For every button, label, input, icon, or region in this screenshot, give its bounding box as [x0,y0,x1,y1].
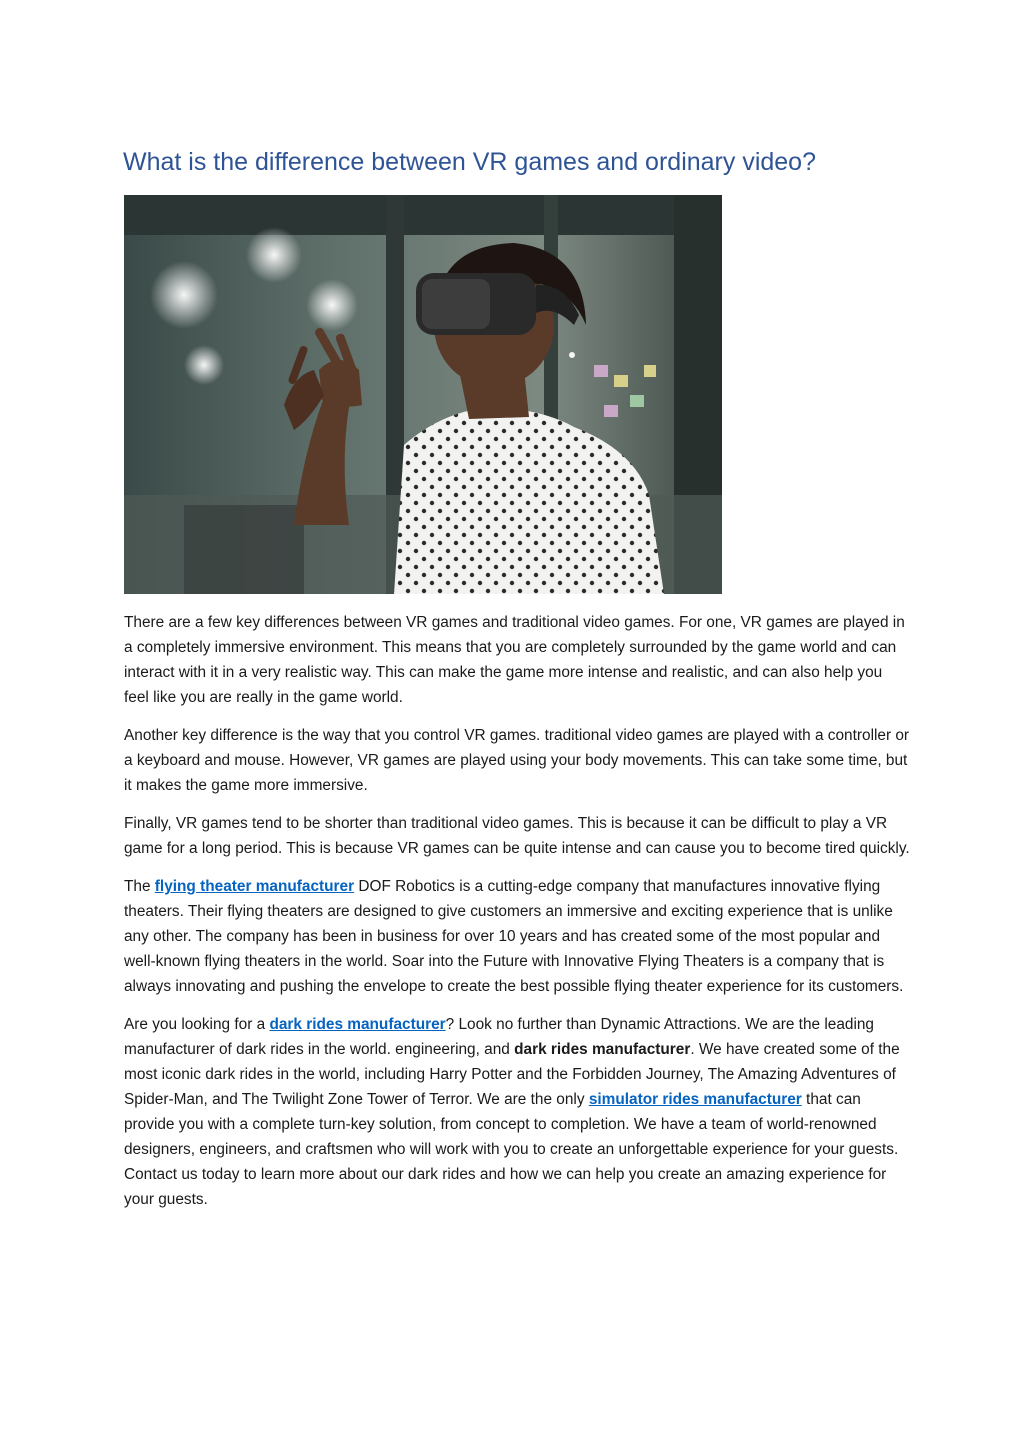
paragraph-1: There are a few key differences between VR games and traditional video games. For one, VR games are played in a completely immersive environment. This means that you are completely surrounded by the game world and can interact with it in a very realistic way. This can make the game more intense and realistic, and can also help you feel like you are really in the game world. [124,614,905,706]
article-body [124,610,910,1225]
dark-rides-manufacturer-bold: dark rides manufacturer [514,1041,691,1058]
paragraph-2: Another key difference is the way that you control VR games. traditional video games are played with a controller or a keyboard and mouse. However, VR games are played using your body movements. This can take some time, but it makes the game more immersive. [124,727,910,794]
paragraph-5-text-1: ? Look no further than Dynamic Attractions. We are the leading manufacturer of dark rides in the world. engineering, and [124,1016,874,1058]
simulator-rides-manufacturer-link[interactable]: simulator rides manufacturer [588,1091,802,1108]
dark-rides-manufacturer-link[interactable]: dark rides manufacturer [269,1016,446,1033]
paragraph-5-text-2: . We have created some of the most iconic dark rides in the world, including Harry Potter and the Forbidden Journey, The Amazing Adventures of Spider-Man, and The Twilight Zone Tower of Terror. We are the only [124,1041,900,1108]
paragraph-5-lead: Are you looking for a [124,1016,270,1033]
paragraph-5-text-3: that can provide you with a complete turn-key solution, from concept to completion. We have a team of world-renowned designers, engineers, and craftsmen who will work with you to create an unforgettable experience for your guests. Contact us today to learn more about our dark rides and how we can help you create an amazing experience for your guests. [124,1091,899,1208]
paragraph-3: Finally, VR games tend to be shorter than traditional video games. This is because it can be difficult to play a VR game for a long period. This is because VR games can be quite intense and can cause you to become tired quickly. [124,815,910,857]
paragraph-4 [124,874,910,999]
paragraph-4-text: DOF Robotics is a cutting-edge company that manufactures innovative flying theaters. Their flying theaters are designed to give customers an immersive and exciting experience that is unlike any other. The company has been in business for over 10 years and has created some of the most popular and well-known flying theaters in the world. Soar into the Future with Innovative Flying Theaters is a company that is always innovating and pushing the envelope to create the best possible flying theater experience for its customers. [124,878,904,995]
vr-headset-photo [124,195,722,594]
page-title: What is the difference between VR games and ordinary video? [123,148,816,176]
paragraph-5 [124,1012,910,1212]
flying-theater-manufacturer-link[interactable]: flying theater manufacturer [154,878,355,895]
paragraph-4-lead: The [124,878,155,895]
